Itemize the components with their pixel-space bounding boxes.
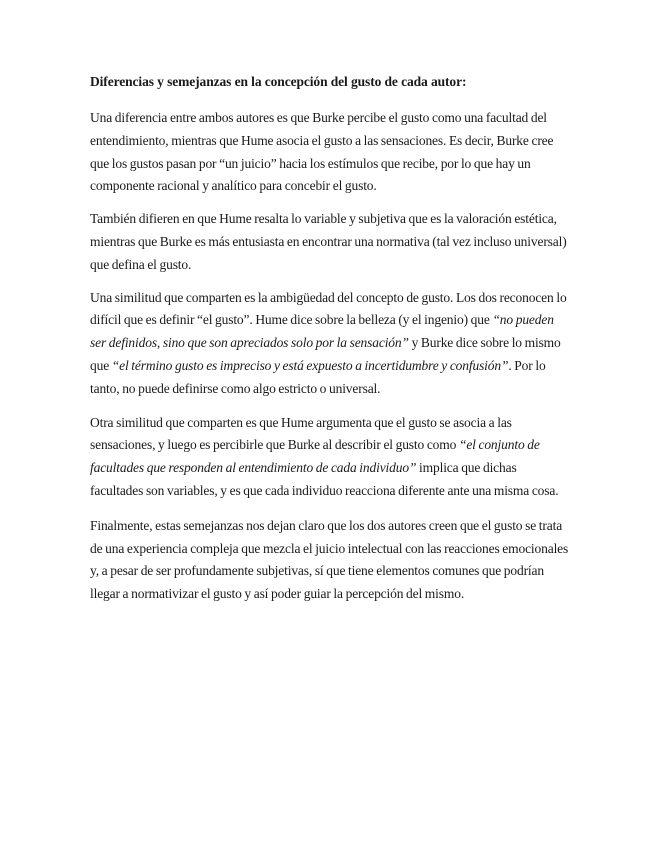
paragraph-text: y Burke dice sobre lo mismo que — [90, 335, 561, 373]
paragraph-text: Otra similitud que comparten es que Hume argumenta que el gusto se asocia a las sensaciones, y luego es percibirle que Burke al describir el gusto como — [90, 414, 512, 453]
paragraph-conclusion: Finalmente, estas semejanzas nos dejan claro que los dos autores creen que el gusto se trata de una experiencia compleja que mezcla el juicio intelectual con las reacciones emocionales y, a pesar de ser profundamente subjetivas, sí que tiene elementos comunes que podrían llegar a normativizar el gusto y así poder guiar la percepción del mismo. — [90, 517, 569, 602]
burke-quote: “el término gusto es impreciso y está expuesto a incertidumbre y confusión” — [111, 357, 509, 373]
paragraph-text: implica que dichas facultades son variables, y es que cada individuo reacciona diferente ante una misma cosa. — [90, 460, 559, 498]
paragraph-text: Una similitud que comparten es la ambigüedad del concepto de gusto. Los dos reconocen lo difícil que es definir “el gusto”. Hume dice sobre la belleza (y el ingenio) que — [90, 289, 567, 328]
paragraph-difference-2: También difieren en que Hume resalta lo variable y subjetiva que es la valoración estética, mientras que Burke es más entusiasta en encontrar una normativa (tal vez incluso universal) que defina el gusto. — [90, 211, 567, 272]
paragraph-text: . Por lo tanto, no puede definirse como algo estricto o universal. — [90, 357, 546, 396]
document-page — [90, 72, 570, 618]
burke-quote: “el conjunto de facultades que responden al entendimiento de cada individuo” — [90, 437, 540, 476]
hume-quote: “no pueden ser definidos, sino que son apreciados solo por la sensación” — [90, 312, 554, 351]
paragraph-similarity-1 — [90, 287, 570, 401]
paragraph-similarity-2 — [90, 412, 570, 503]
paragraph-difference-1: Una diferencia entre ambos autores es que Burke percibe el gusto como una facultad del entendimiento, mientras que Hume asocia el gusto a las sensaciones. Es decir, Burke cree que los gustos pasan por “un juicio” hacia los estímulos que recibe, por lo que hay un componente racional y analítico para concebir el gusto. — [90, 110, 554, 194]
section-heading: Diferencias y semejanzas en la concepción del gusto de cada autor: — [90, 74, 467, 89]
